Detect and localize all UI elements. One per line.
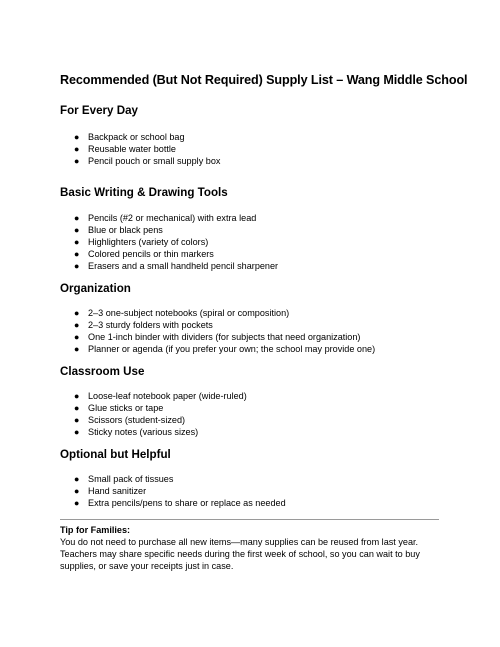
supply-list [60, 131, 440, 167]
bullet-icon: ● [74, 225, 80, 235]
list-item-text: Loose-leaf notebook paper (wide-ruled) [88, 391, 247, 401]
list-item [60, 143, 440, 155]
list-item-text: One 1-inch binder with dividers (for subjects that need organization) [88, 332, 361, 342]
section-heading: For Every Day [60, 104, 138, 117]
list-item [60, 473, 440, 485]
list-item [60, 343, 440, 355]
bullet-icon: ● [74, 498, 80, 508]
tip-for-families [60, 524, 445, 572]
list-item-text: Backpack or school bag [88, 132, 185, 142]
section-optional-but-helpful [60, 447, 440, 509]
list-item [60, 331, 440, 343]
section-for-every-day [60, 103, 440, 167]
list-item-text: Sticky notes (various sizes) [88, 427, 199, 437]
list-item [60, 319, 440, 331]
list-item-text: Extra pencils/pens to share or replace as needed [88, 498, 286, 508]
list-item [60, 497, 440, 509]
list-item-text: Erasers and a small handheld pencil sharpener [88, 261, 279, 271]
list-item [60, 426, 440, 438]
list-item-text: Pencils (#2 or mechanical) with extra lead [88, 213, 257, 223]
bullet-icon: ● [74, 486, 80, 496]
section-heading: Organization [60, 282, 131, 295]
list-item [60, 236, 440, 248]
supply-list [60, 212, 440, 272]
bullet-icon: ● [74, 156, 80, 166]
list-item-text: Small pack of tissues [88, 474, 174, 484]
list-item-text: Highlighters (variety of colors) [88, 237, 209, 247]
bullet-icon: ● [74, 391, 80, 401]
list-item-text: Pencil pouch or small supply box [88, 156, 221, 166]
document-page [60, 72, 468, 509]
list-item [60, 390, 440, 402]
list-item-text: Blue or black pens [88, 225, 163, 235]
list-item [60, 260, 440, 272]
bullet-icon: ● [74, 344, 80, 354]
bullet-icon: ● [74, 403, 80, 413]
list-item-text: 2–3 sturdy folders with pockets [88, 320, 213, 330]
bullet-icon: ● [74, 308, 80, 318]
bullet-icon: ● [74, 427, 80, 437]
list-item [60, 485, 440, 497]
bullet-icon: ● [74, 415, 80, 425]
list-item [60, 212, 440, 224]
bullet-icon: ● [74, 237, 80, 247]
list-item-text: Scissors (student-sized) [88, 415, 186, 425]
section-organization [60, 281, 440, 355]
list-item [60, 414, 440, 426]
list-item-text: 2–3 one-subject notebooks (spiral or composition) [88, 308, 290, 318]
horizontal-divider [60, 519, 439, 520]
tip-line: Teachers may share specific needs during the first week of school, so you can wait to buy [60, 549, 420, 559]
bullet-icon: ● [74, 249, 80, 259]
bullet-icon: ● [74, 320, 80, 330]
section-classroom-use [60, 364, 440, 438]
list-item [60, 307, 440, 319]
bullet-icon: ● [74, 474, 80, 484]
bullet-icon: ● [74, 332, 80, 342]
supply-list [60, 307, 440, 355]
tip-line: supplies, or save your receipts just in case. [60, 561, 234, 571]
tip-title: Tip for Families: [60, 525, 131, 535]
list-item [60, 402, 440, 414]
section-heading: Classroom Use [60, 365, 145, 378]
section-basic-writing-drawing-tools [60, 185, 440, 272]
bullet-icon: ● [74, 261, 80, 271]
list-item-text: Glue sticks or tape [88, 403, 164, 413]
list-item [60, 248, 440, 260]
list-item [60, 224, 440, 236]
document-title: Recommended (But Not Required) Supply List – Wang Middle School [60, 73, 468, 87]
section-heading: Basic Writing & Drawing Tools [60, 186, 228, 199]
list-item-text: Planner or agenda (if you prefer your own; the school may provide one) [88, 344, 376, 354]
section-heading: Optional but Helpful [60, 448, 171, 461]
supply-list [60, 473, 440, 509]
tip-body [60, 536, 445, 572]
list-item-text: Hand sanitizer [88, 486, 147, 496]
supply-list [60, 390, 440, 438]
bullet-icon: ● [74, 132, 80, 142]
list-item-text: Colored pencils or thin markers [88, 249, 214, 259]
bullet-icon: ● [74, 144, 80, 154]
tip-line: You do not need to purchase all new items—many supplies can be reused from last year. [60, 537, 419, 547]
list-item [60, 131, 440, 143]
bullet-icon: ● [74, 213, 80, 223]
list-item-text: Reusable water bottle [88, 144, 176, 154]
list-item [60, 155, 440, 167]
